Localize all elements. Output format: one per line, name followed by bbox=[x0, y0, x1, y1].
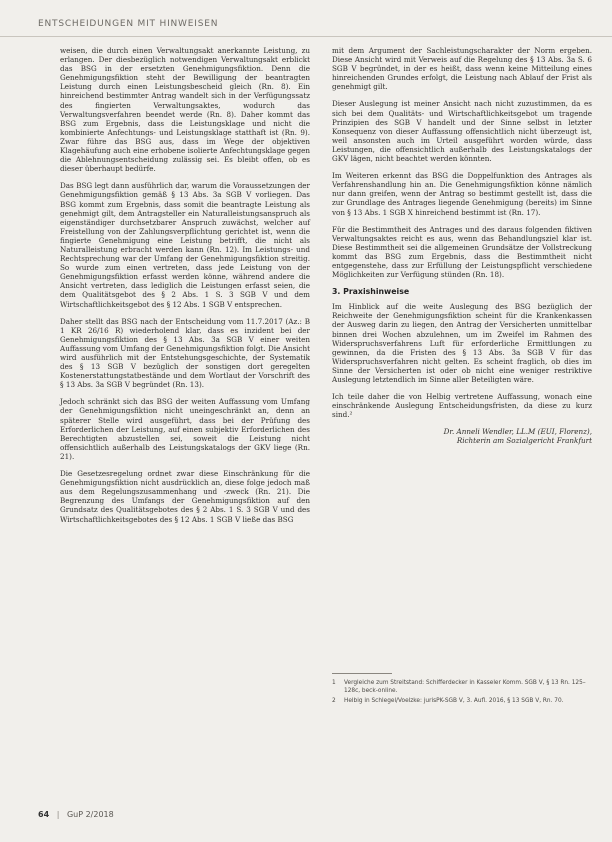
footnote-rule bbox=[332, 673, 392, 674]
footnote-number: 2 bbox=[332, 698, 336, 705]
footnote bbox=[332, 698, 592, 706]
page-footer bbox=[38, 810, 114, 819]
footnote bbox=[332, 680, 592, 695]
paragraph: Das BSG legt dann ausführlich dar, warum die Voraussetzungen der Genehmigungsfiktion gemäß § 13 Abs. 3a SGB V vorliegen. Das BSG kommt zum Ergebnis, dass somit die beantragte Leistung als genehmigt gilt, dem Antragsteller ein Naturalleistungsanspruch als eigenständiger durchsetzbarer Anspruch zuwächst, welcher auf Freistellung von der Zahlungsverpflichtung gerichtet ist, wenn die fingierte Genehmigung eine Leistung betrifft, die nicht als Naturalleistung erbracht werden kann (Rn. 12). Im Leistungs- und Rechtsprechung war der Umfang der Genehmigungsfiktion streitig. So wurde zum einen vertreten, dass jede Leistung von der Genehmigungsfiktion erfasst werden könne, während andere die Ansicht vertreten, dass lediglich die Leistungen erfasst seien, die dem Qualitätsgebot des § 2 Abs. 1 S. 3 SGB V und dem Wirtschaftlichkeitsgebot des § 12 Abs. 1 SGB V entsprechen. bbox=[60, 181, 310, 309]
running-header: ENTSCHEIDUNGEN MIT HINWEISEN bbox=[38, 19, 219, 29]
paragraph: Jedoch schränkt sich das BSG der weiten Auffassung vom Umfang der Genehmigungsfiktion nicht uneingeschränkt an, denn an späterer Stelle wird ausgeführt, dass bei der Prüfung des Erforderlichen der Leistung, auf einen subjektiv Erforderlichen des Berechtigten abzustellen sei, soweit die Leistung nicht offensichtlich außerhalb des Leistungskatalogs der GKV liege (Rn. 21). bbox=[60, 397, 310, 461]
paragraph: mit dem Argument der Sachleistungscharakter der Norm ergeben. Diese Ansicht wird mit Verweis auf die Regelung des § 13 Abs. 3a S. 6 SGB V begründet, in der es heißt, dass wenn keine Mitteilung eines hinreichenden Grundes erfolgt, die Leistung nach Ablauf der Frist als genehmigt gilt. bbox=[332, 46, 592, 92]
author-name: Dr. Anneli Wendler, LL.M (EUI, Florenz), bbox=[443, 427, 592, 437]
paragraph: weisen, die durch einen Verwaltungsakt anerkannte Leistung, zu erlangen. Der diesbezüglich notwendigen Verwaltungsakt erblickt das BSG in der ersetzten Genehmigungsfiktion. Denn die Genehmigungsfiktion steht der Bewilligung der beantragten Leistung durch einen Leistungsbescheid gleich (Rn. 8). Ein hinreichend bestimmter Antrag wandelt sich in der Verfügungssatz des fingierten Verwaltungsaktes, wodurch das Verwaltungsverfahren beendet werde (Rn. 8). Daher kommt das BSG zum Ergebnis, dass die Leistungsklage und nicht die kombinierte Anfechtungs- und Leistungsklage statthaft ist (Rn. 9). Zwar führe das BSG aus, dass im Wege der objektiven Klagehäufung auch eine erhobene isolierte Anfechtungsklage gegen die Ablehnungsentscheidung zulässig sei. Es bleibt offen, ob es dieser überhaupt bedürfe. bbox=[60, 46, 310, 174]
right-column bbox=[332, 46, 592, 454]
journal-issue: GuP 2/2018 bbox=[66, 810, 114, 819]
left-column bbox=[60, 46, 310, 532]
paragraph: Daher stellt das BSG nach der Entscheidung vom 11.7.2017 (Az.: B 1 KR 26/16 R) wiederholend klar, dass es inzident bei der Genehmigungsfiktion des § 13 Abs. 3a SGB V einer weiten Auffassung vom Umfang der Genehmigungsfiktion folgt. Die Ansicht wird ausführlich mit der Entstehungsgeschichte, der Systematik des § 13 SGB V bezüglich der sonstigen dort geregelten Kostenerstattungstatbestände und dem Wortlaut der Vorschrift des § 13 Abs. 3a SGB V begründet (Rn. 13). bbox=[60, 316, 310, 390]
header-rule bbox=[0, 36, 612, 37]
paragraph: Die Gesetzesregelung ordnet zwar diese Einschränkung für die Genehmigungsfiktion nicht ausdrücklich an, diese folge jedoch maß aus dem Regelungszusammenhang und -zweck (Rn. 21). Die Begrenzung des Umfangs der Genehmigungsfiktion auf den Grundsatz des Qualitätsgebotes des § 2 Abs. 1 S. 3 SGB V und des Wirtschaftlichkeitsgebotes des § 12 Abs. 1 SGB V ließe das BSG bbox=[60, 469, 310, 524]
footnotes bbox=[332, 680, 592, 709]
paragraph: Für die Bestimmtheit des Antrages und des daraus folgenden fiktiven Verwaltungsaktes reicht es aus, wenn das Behandlungsziel klar ist. Diese Bestimmtheit sei die allgemeinen Grundsätze der Vollstreckung kommt das BSG zum Ergebnis, dass die Bestimmtheit nicht entgegenstehe, dass zur Erfüllung der Leistungspflicht verschiedene Möglichkeiten zur Verfügung stünden (Rn. 18). bbox=[332, 224, 592, 280]
paragraph: Im Hinblick auf die weite Auslegung des BSG bezüglich der Reichweite der Genehmigungsfiktion scheint für die Krankenkassen der Ausweg darin zu liegen, den Antrag der Versicherten unmittelbar binnen drei Wochen abzulehnen, um im Zweifel im Rahmen des Widerspruchsverfahrens Luft für erforderliche Ermittlungen zu gewinnen, da die Fristen des § 13 Abs. 3a SGB V für das Widerspruchsverfahren nicht gelten. Es scheint fraglich, ob dies im Sinne der Versicherten ist oder ob nicht eine weniger restriktive Auslegung letztendlich im Sinne aller Beteiligten wäre. bbox=[332, 302, 592, 384]
footnote-number: 1 bbox=[332, 680, 336, 686]
paragraph: Ich teile daher die von Helbig vertretene Auffassung, wonach eine einschränkende Auslegung Entscheidungsfristen, da diese zu kurz sind.² bbox=[332, 392, 592, 420]
paragraph: Im Weiteren erkennt das BSG die Doppelfunktion des Antrages als Verfahrenshandlung hin an. Die Genehmigungsfiktion könne nämlich nur dann greifen, wenn der Antrag so bestimmt gestellt ist, dass die zur Grundlage des Antrages liegende Genehmigung (bereits) im Sinne von § 13 Abs. 1 SGB X hinreichend bestimmt ist (Rn. 17). bbox=[332, 171, 592, 217]
author-title: Richterin am Sozialgericht Frankfurt bbox=[456, 436, 592, 446]
footnote-text: Helbig in Schlegel/Voelzke: jurisPK-SGB V, 3. Aufl. 2016, § 13 SGB V, Rn. 70. bbox=[344, 698, 564, 705]
author-signature bbox=[332, 427, 592, 445]
section-heading: 3. Praxishinweise bbox=[332, 287, 410, 297]
paragraph: Dieser Auslegung ist meiner Ansicht nach nicht zuzustimmen, da es sich bei dem Qualitäts- und Wirtschaftlichkeitsgebot um tragende Prinzipien des SGB V handelt und der Sinne selbst in letzter Konsequenz von dieser Auffassung offensichtlich nicht überzeugt ist, weil ansonsten auch im Urteil ausgeführt worden würde, dass Leistungen, die offensichtlich außerhalb des Leistungskatalogs der GKV lägen, nicht beachtet werden könnten. bbox=[332, 99, 592, 164]
page-number: 64 bbox=[38, 810, 50, 819]
footnote-text: Vergleiche zum Streitstand: Schifferdecker in Kasseler Komm. SGB V, § 13 Rn. 125–128c, beck-online. bbox=[344, 680, 586, 694]
footer-separator: | bbox=[56, 810, 60, 819]
